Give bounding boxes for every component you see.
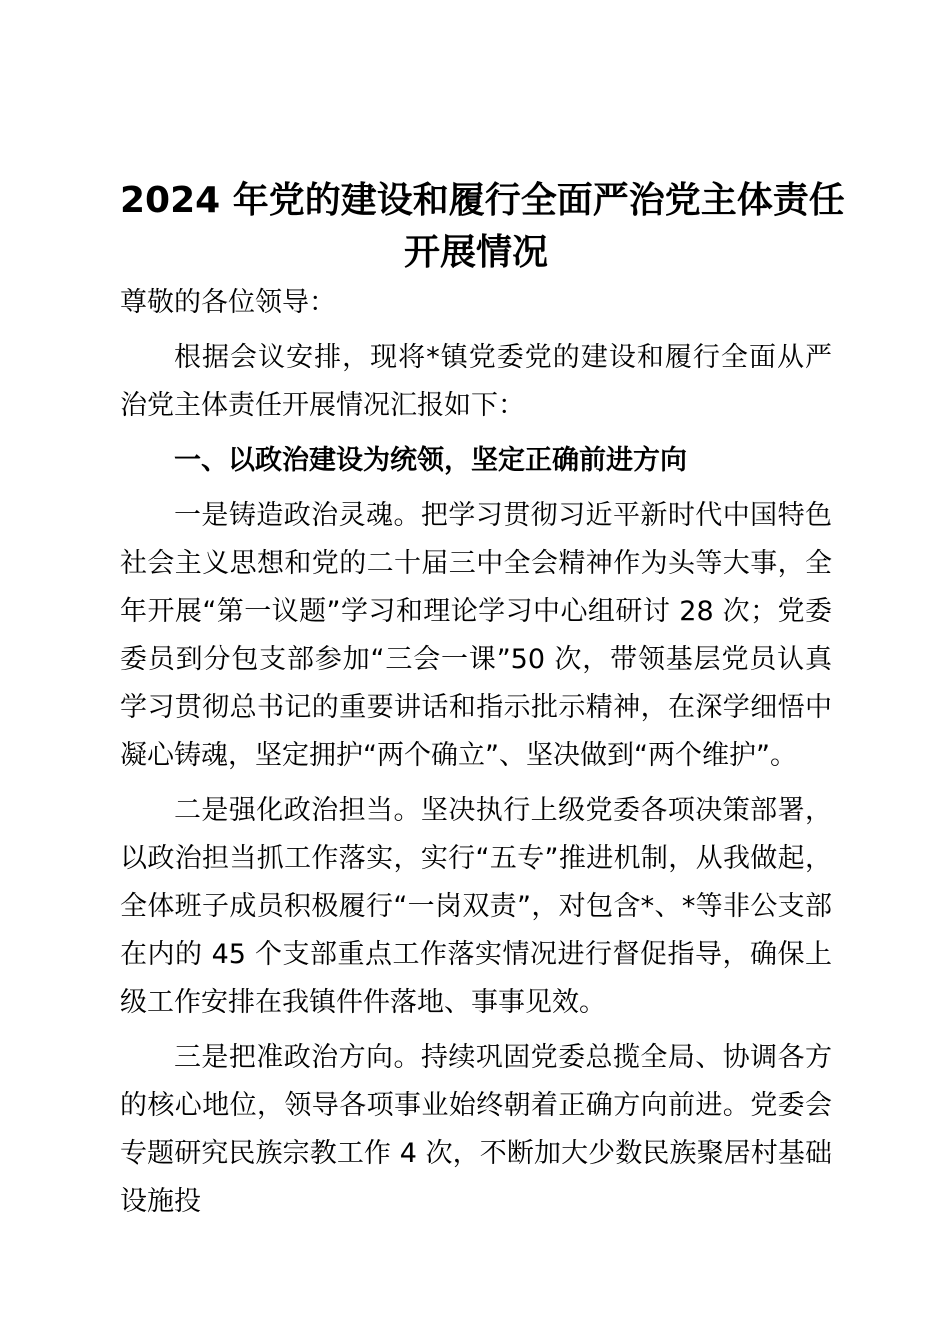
page-title bbox=[120, 175, 845, 279]
paragraph-point-one: 一是铸造政治灵魂。把学习贯彻习近平新时代中国特色社会主义思想和党的二十届三中全会精神作为头等大事，全年开展“第一议题”学习和理论学习中心组研讨 28 次；党委委员到分包支部参加“三会一课”50 次，带领基层党员认真学习贯彻总书记的重要讲话和指示批示精神，在深学细悟中凝心铸魂，坚定拥护“两个确立”、坚决做到“两个维护”。 bbox=[120, 500, 832, 771]
greeting-line: 尊敬的各位领导： bbox=[120, 287, 336, 318]
paragraph-point-two: 二是强化政治担当。坚决执行上级党委各项决策部署，以政治担当抓工作落实，实行“五专”推进机制，从我做起，全体班子成员积极履行“一岗双责”，对包含*、*等非公支部在内的 45 个支部重点工作落实情况进行督促指导，确保上级工作安排在我镇件件落地、事事见效。 bbox=[120, 795, 832, 1018]
paragraph-intro: 根据会议安排，现将*镇党委党的建设和履行全面从严治党主体责任开展情况汇报如下： bbox=[120, 342, 832, 421]
page-title-line1: 2024 年党的建设和履行全面严治党主体责任 bbox=[120, 180, 845, 221]
section-heading-political-construction: 一、以政治建设为统领，坚定正确前进方向 bbox=[174, 445, 687, 476]
paragraph-point-three: 三是把准政治方向。持续巩固党委总揽全局、协调各方的核心地位，领导各项事业始终朝着正确方向前进。党委会专题研究民族宗教工作 4 次，不断加大少数民族聚居村基础设施投 bbox=[120, 1042, 832, 1217]
page-title-line2: 开展情况 bbox=[403, 232, 548, 273]
